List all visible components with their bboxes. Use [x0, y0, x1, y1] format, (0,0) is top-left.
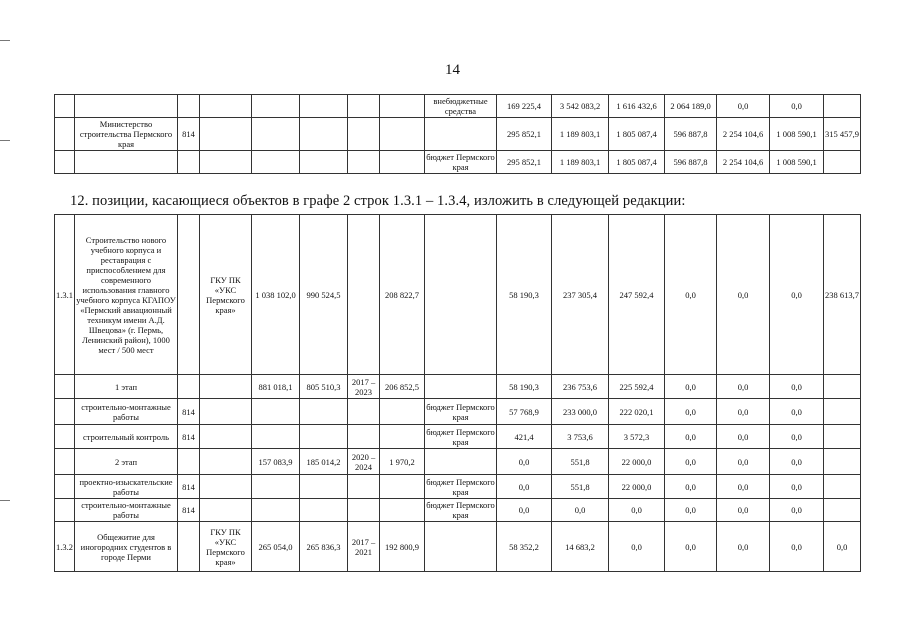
table-cell: 0,0: [770, 425, 824, 449]
table-cell: [425, 522, 497, 572]
table-cell: 14 683,2: [552, 522, 609, 572]
table-cell: [425, 215, 497, 375]
table-cell: [425, 375, 497, 399]
table-cell: [200, 425, 252, 449]
table-cell: Строительство нового учебного корпуса и реставрация с приспособлением для современного использования главного учебного корпуса КГАПОУ «Пермский авиационный техникум имени А.Д. Швецова» (г. Пермь, Ленинский район), 1000 мест / 500 мест: [75, 215, 178, 375]
table-cell: 0,0: [717, 522, 770, 572]
table-cell: 0,0: [770, 522, 824, 572]
table-cell: 0,0: [665, 399, 717, 425]
table-cell: [824, 475, 861, 499]
table-cell: [252, 399, 300, 425]
table-cell: [300, 499, 348, 522]
table-cell: 0,0: [497, 499, 552, 522]
table-cell: 814: [178, 475, 200, 499]
table-cell: 2017 – 2021: [348, 522, 380, 572]
table-cell: 265 836,3: [300, 522, 348, 572]
table-cell: [178, 151, 200, 174]
table-cell: 169 225,4: [497, 95, 552, 118]
table-cell: 1 этап: [75, 375, 178, 399]
table-cell: 192 800,9: [380, 522, 425, 572]
table-cell: 0,0: [665, 375, 717, 399]
table-cell: 2 064 189,0: [665, 95, 717, 118]
table-cell: 0,0: [609, 499, 665, 522]
table-cell: 3 542 083,2: [552, 95, 609, 118]
table-cell: 225 592,4: [609, 375, 665, 399]
table-cell: 2 254 104,6: [717, 118, 770, 151]
table-cell: 295 852,1: [497, 151, 552, 174]
table-cell: Министерство строительства Пермского края: [75, 118, 178, 151]
table-cell: 1 008 590,1: [770, 151, 824, 174]
table-row: [55, 522, 861, 572]
table-cell: [824, 449, 861, 475]
table-cell: 295 852,1: [497, 118, 552, 151]
table-row: [55, 95, 861, 118]
table-row: [55, 151, 861, 174]
table-cell: [178, 375, 200, 399]
top-table: [54, 94, 861, 174]
section-heading: 12. позиции, касающиеся объектов в графе 2 строк 1.3.1 – 1.3.4, изложить в следующей редакции:: [70, 193, 686, 209]
table-cell: 233 000,0: [552, 399, 609, 425]
table-cell: [348, 399, 380, 425]
table-cell: 814: [178, 118, 200, 151]
table-cell: [55, 499, 75, 522]
table-cell: [252, 475, 300, 499]
table-cell: бюджет Пермского края: [425, 399, 497, 425]
table-cell: 208 822,7: [380, 215, 425, 375]
table-cell: 238 613,7: [824, 215, 861, 375]
table-cell: [55, 151, 75, 174]
table-cell: проектно-изыскательские работы: [75, 475, 178, 499]
table-cell: [300, 118, 348, 151]
table-cell: 1 970,2: [380, 449, 425, 475]
table-cell: 421,4: [497, 425, 552, 449]
table-cell: 58 352,2: [497, 522, 552, 572]
table-cell: [55, 399, 75, 425]
table-cell: бюджет Пермского края: [426, 152, 495, 172]
table-cell: 1 805 087,4: [609, 118, 665, 151]
table-cell: 58 190,3: [497, 215, 552, 375]
table-cell: 990 524,5: [300, 215, 348, 375]
table-cell: бюджет Пермского края: [426, 476, 495, 497]
table-cell: [178, 449, 200, 475]
table-cell: строительно-монтажные работы: [75, 399, 178, 425]
table-cell: 0,0: [665, 522, 717, 572]
table-cell: строительно-монтажные работы: [75, 499, 178, 522]
table-cell: [300, 399, 348, 425]
table-cell: 1 616 432,6: [609, 95, 665, 118]
table-cell: 185 014,2: [300, 449, 348, 475]
table-cell: [55, 449, 75, 475]
table-cell: 814: [178, 399, 200, 425]
table-cell: [824, 499, 861, 522]
table-cell: 1 008 590,1: [770, 118, 824, 151]
table-cell: строительный контроль: [75, 425, 178, 449]
table-cell: 0,0: [497, 475, 552, 499]
table-cell: 57 768,9: [497, 399, 552, 425]
table-cell: 247 592,4: [609, 215, 665, 375]
table-cell: [200, 399, 252, 425]
table-cell: 0,0: [770, 475, 824, 499]
table-cell: 0,0: [770, 449, 824, 475]
table-cell: [380, 499, 425, 522]
table-cell: 551,8: [552, 449, 609, 475]
table-cell: [55, 475, 75, 499]
table-cell: 1 805 087,4: [609, 151, 665, 174]
table-cell: [252, 499, 300, 522]
table-cell: 0,0: [770, 215, 824, 375]
table-row: [55, 215, 861, 375]
table-cell: [348, 425, 380, 449]
table-cell: 0,0: [770, 375, 824, 399]
table-cell: ГКУ ПК «УКС Пермского края»: [200, 522, 252, 572]
table-cell: [300, 425, 348, 449]
table-cell: [425, 449, 497, 475]
table-cell: [824, 375, 861, 399]
table-cell: [200, 499, 252, 522]
table-cell: [380, 475, 425, 499]
table-cell: 0,0: [717, 449, 770, 475]
table-cell: [252, 425, 300, 449]
table-cell: [824, 425, 861, 449]
table-cell: [348, 95, 380, 118]
table-cell: 0,0: [665, 449, 717, 475]
table-cell: 814: [178, 425, 200, 449]
table-cell: [348, 499, 380, 522]
table-cell: [178, 95, 200, 118]
table-cell: 22 000,0: [609, 475, 665, 499]
table-cell: [200, 449, 252, 475]
table-cell: 0,0: [717, 375, 770, 399]
table-cell: [55, 425, 75, 449]
table-cell: [348, 118, 380, 151]
table-cell: 1.3.2: [55, 522, 75, 572]
table-cell: [200, 95, 252, 118]
table-cell: 2020 – 2024: [348, 449, 380, 475]
table-cell: [300, 475, 348, 499]
table-cell: 0,0: [717, 425, 770, 449]
table-cell: 1 189 803,1: [552, 118, 609, 151]
table-cell: 0,0: [665, 499, 717, 522]
table-row: [55, 399, 861, 425]
table-cell: [300, 95, 348, 118]
table-cell: 596 887,8: [665, 118, 717, 151]
table-cell: 1.3.1: [55, 215, 75, 375]
table-cell: [200, 118, 252, 151]
table-cell: 237 305,4: [552, 215, 609, 375]
table-cell: 236 753,6: [552, 375, 609, 399]
table-cell: [380, 151, 425, 174]
table-cell: 551,8: [552, 475, 609, 499]
table-cell: 0,0: [717, 399, 770, 425]
table-cell: 881 018,1: [252, 375, 300, 399]
table-cell: 0,0: [770, 95, 824, 118]
table-row: [55, 499, 861, 522]
table-cell: [55, 95, 75, 118]
table-cell: [380, 425, 425, 449]
table-cell: 265 054,0: [252, 522, 300, 572]
table-cell: 222 020,1: [609, 399, 665, 425]
table-cell: 58 190,3: [497, 375, 552, 399]
main-table: [54, 214, 861, 572]
table-cell: 0,0: [665, 425, 717, 449]
table-cell: бюджет Пермского края: [426, 500, 495, 520]
table-cell: бюджет Пермского края: [426, 426, 495, 447]
table-cell: ГКУ ПК «УКС Пермского края»: [200, 215, 252, 375]
table-cell: 0,0: [609, 522, 665, 572]
table-cell: [425, 118, 497, 151]
table-cell: [75, 151, 178, 174]
table-cell: [380, 95, 425, 118]
table-cell: 0,0: [717, 499, 770, 522]
table-cell: [252, 151, 300, 174]
table-cell: [348, 475, 380, 499]
table-cell: 0,0: [497, 449, 552, 475]
table-cell: 0,0: [552, 499, 609, 522]
table-row: [55, 425, 861, 449]
table-cell: [380, 399, 425, 425]
table-row: [55, 118, 861, 151]
table-cell: 596 887,8: [665, 151, 717, 174]
table-cell: 315 457,9: [824, 118, 861, 151]
table-cell: [380, 118, 425, 151]
table-cell: 2 этап: [75, 449, 178, 475]
table-cell: [55, 118, 75, 151]
table-row: [55, 449, 861, 475]
table-cell: 0,0: [665, 215, 717, 375]
table-row: [55, 475, 861, 499]
table-cell: 0,0: [717, 215, 770, 375]
table-cell: 3 753,6: [552, 425, 609, 449]
table-cell: [200, 151, 252, 174]
table-cell: внебюджетные средства: [425, 95, 497, 118]
table-cell: [824, 95, 861, 118]
table-cell: 1 189 803,1: [552, 151, 609, 174]
table-cell: 22 000,0: [609, 449, 665, 475]
table-cell: 805 510,3: [300, 375, 348, 399]
table-cell: [55, 375, 75, 399]
table-row: [55, 375, 861, 399]
table-cell: [824, 399, 861, 425]
table-cell: 1 038 102,0: [252, 215, 300, 375]
table-cell: [252, 118, 300, 151]
table-cell: 0,0: [717, 95, 770, 118]
table-cell: 157 083,9: [252, 449, 300, 475]
table-cell: 0,0: [717, 475, 770, 499]
table-cell: [300, 151, 348, 174]
table-cell: 0,0: [665, 475, 717, 499]
table-cell: 3 572,3: [609, 425, 665, 449]
table-cell: [178, 215, 200, 375]
page-number: 14: [445, 62, 460, 78]
table-cell: 814: [178, 499, 200, 522]
table-cell: [252, 95, 300, 118]
table-cell: [200, 475, 252, 499]
table-cell: [824, 151, 861, 174]
table-cell: [348, 215, 380, 375]
table-cell: 0,0: [770, 399, 824, 425]
table-cell: [348, 151, 380, 174]
table-cell: 2 254 104,6: [717, 151, 770, 174]
table-cell: 0,0: [770, 499, 824, 522]
table-cell: [75, 95, 178, 118]
table-cell: [200, 375, 252, 399]
table-cell: 0,0: [824, 522, 861, 572]
table-cell: 2017 – 2023: [348, 375, 380, 399]
table-cell: [178, 522, 200, 572]
table-cell: Общежитие для иногородних студентов в городе Перми: [75, 522, 178, 572]
table-cell: 206 852,5: [380, 375, 425, 399]
